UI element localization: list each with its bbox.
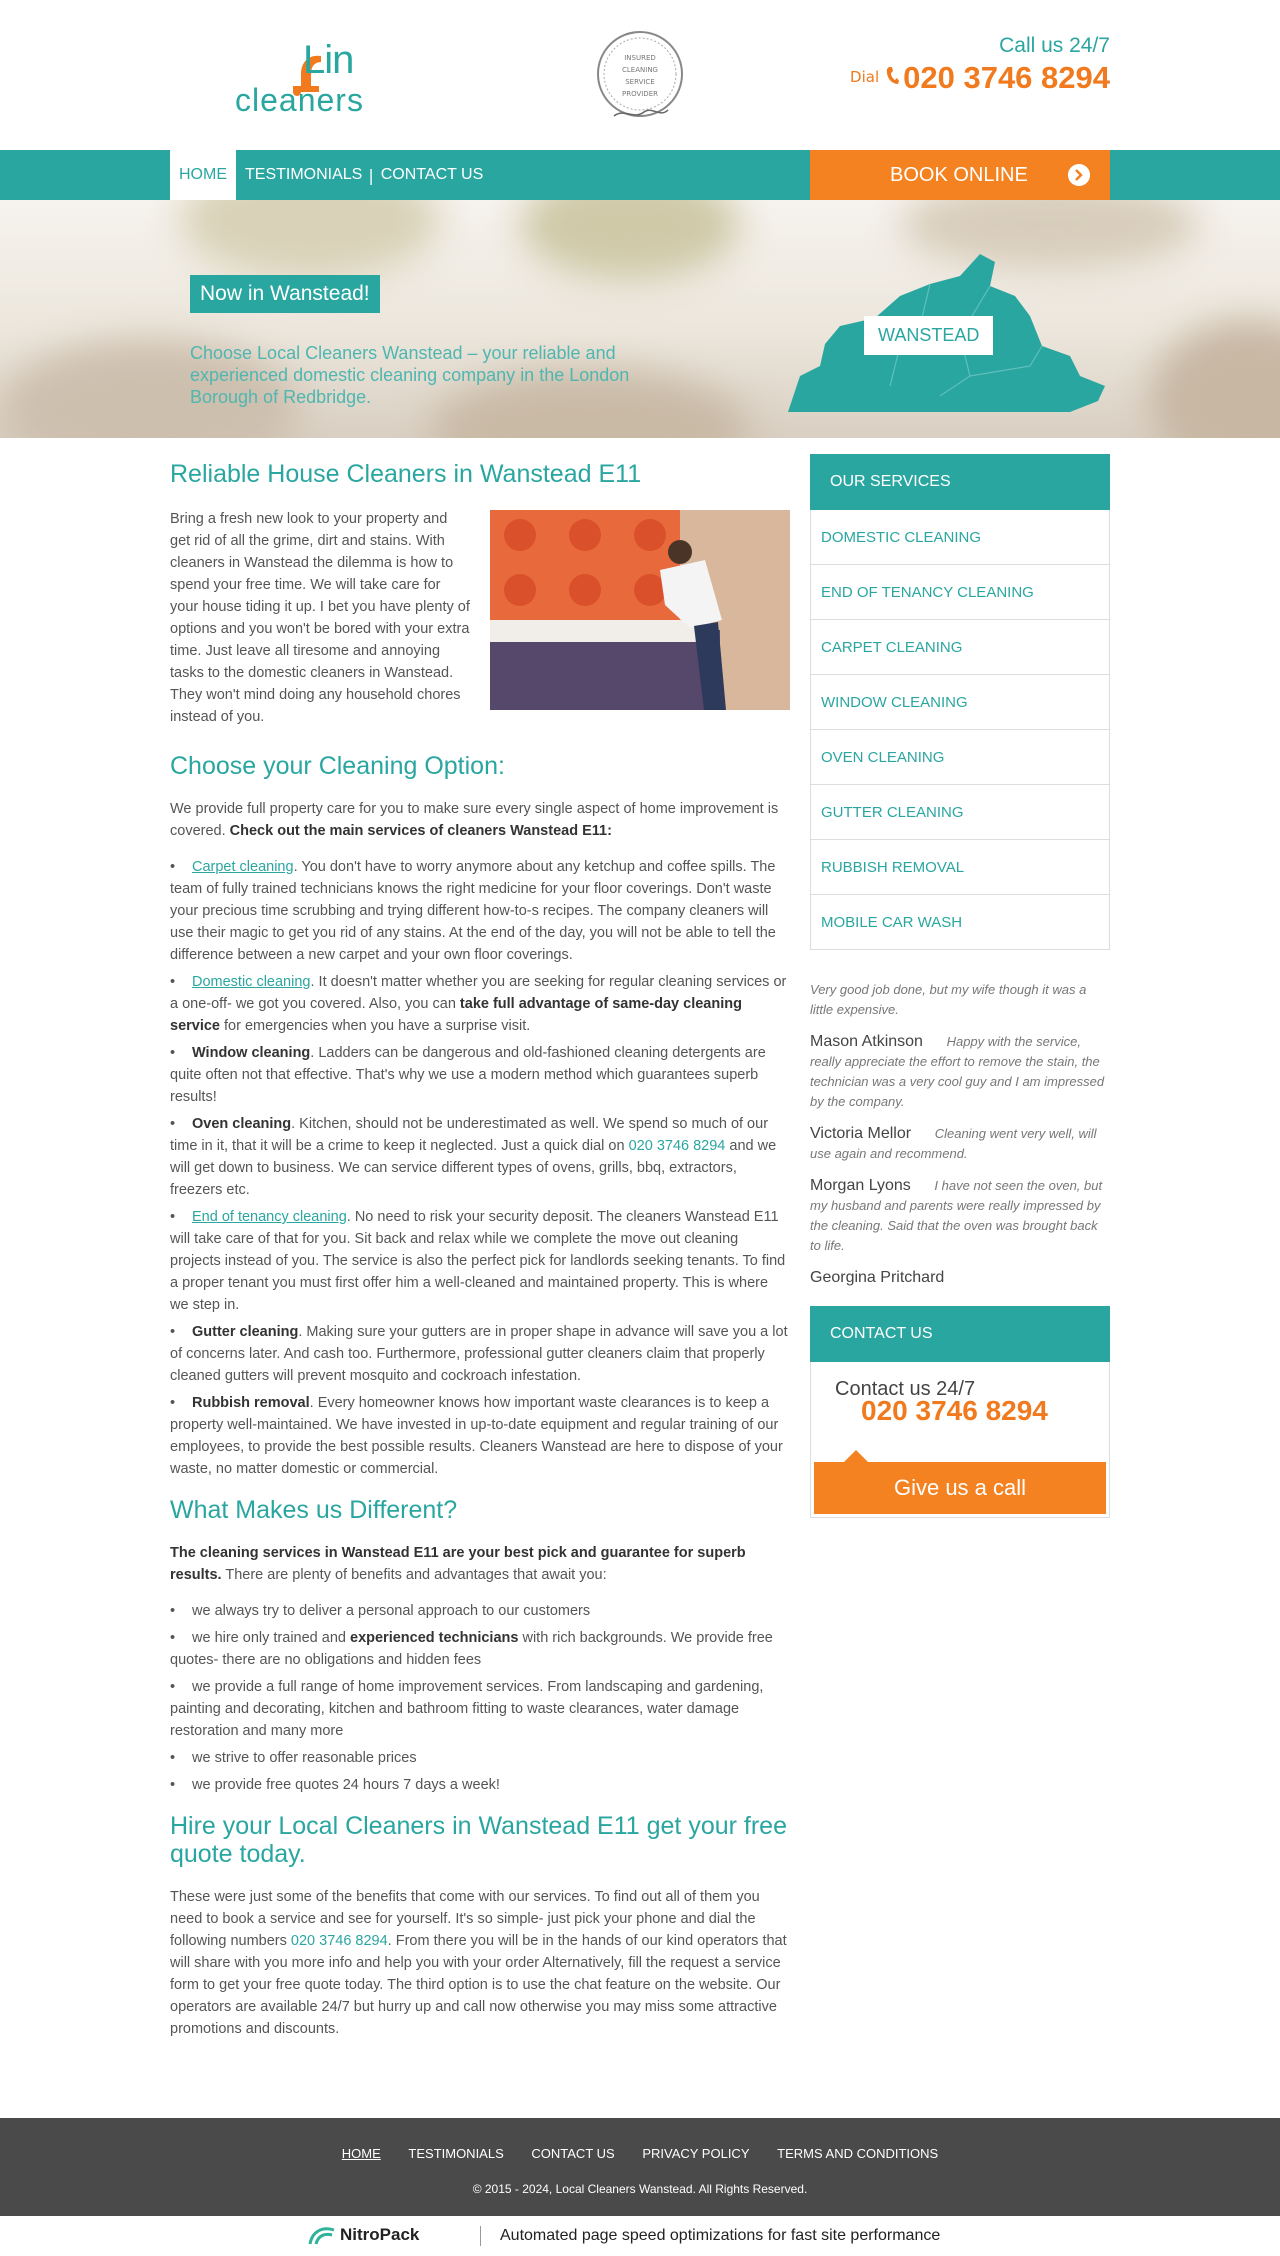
nav-separator: | — [368, 165, 374, 185]
nitropack-tagline: Automated page speed optimizations for fast site performance — [500, 2227, 941, 2244]
svg-text:CLEANING: CLEANING — [622, 66, 658, 74]
call-247-label: Call us 24/7 — [999, 34, 1110, 57]
footer-link-testimonials[interactable]: TESTIMONIALS — [408, 2146, 504, 2161]
list-item: •Carpet cleaning. You don't have to worry anymore about any ketchup and coffee spills. The team of fully trained technicians knows the right medicine for your floor coverings. Don't waste your precious time scrubbing and trying different how-to-s recipes. The company cleaners will use their magic to get you rid of any stains. At the end of the day, you will not be able to tell the difference between a new carpet and your own floor coverings. — [170, 856, 790, 966]
svg-text:PROVIDER: PROVIDER — [621, 90, 659, 98]
section-cleaning-options-title: Choose your Cleaning Option: — [170, 752, 505, 780]
inline-phone-link[interactable]: 020 3746 8294 — [290, 1933, 388, 1949]
contact-247-label: Contact us 24/7 — [835, 1378, 976, 1400]
list-item: •End of tenancy cleaning. No need to risk your security deposit. The cleaners Wanstead E11 will take care of that for you. Sit back and relax while we complete the move out cleaning projects instead of you. The service is also the perfect pick for landlords seeking tenants. To find a proper tenant you must first offer him a well-cleaned and maintained property. This is where we step in. — [170, 1206, 790, 1316]
footer-link-privacy-policy[interactable]: PRIVACY POLICY — [642, 2146, 750, 2161]
contact-phone-link[interactable]: 020 3746 8294 — [861, 1395, 1048, 1426]
header-call-block — [820, 34, 1110, 104]
sidebar-item-domestic-cleaning[interactable]: DOMESTIC CLEANING — [810, 510, 1110, 565]
inline-phone-link[interactable]: 020 3746 8294 — [628, 1138, 726, 1154]
testimonial — [810, 1032, 1110, 1112]
section-hire-paragraph: These were just some of the benefits that come with our services. To find out all of them you need to book a service and see for yourself. It's so simple- just pick your phone and dial the following numbers 020 3746 8294. From there you will be in the hands of our kind operators that will share with you more info and help you with your order Alternatively, fill the request a service form to get your free quote today. The third option is to use the chat feature on the website. Our operators are available 24/7 but hurry up and call now otherwise you may miss some attractive promotions and discounts. — [170, 1889, 787, 2037]
section-different-intro: The cleaning services in Wanstead E11 are your best pick and guarantee for superb results. There are plenty of benefits and advantages that await you: — [170, 1545, 746, 1583]
logo-lin: Lin — [303, 38, 354, 82]
intro-paragraph: Bring a fresh new look to your property and get rid of all the grime, dirt and stains. With cleaners in Wanstead the dilemma is how to spend your free time. We will take care for your house tiding it up. I bet you have plenty of options and you won't be bored with your extra time. Just leave all tiresome and annoying tasks to the domestic cleaners in Wanstead. They won't mind doing any household chores instead of you. — [170, 511, 470, 725]
contact-us-heading: CONTACT US — [810, 1306, 1110, 1362]
footer-link-terms[interactable]: TERMS AND CONDITIONS — [777, 2146, 939, 2161]
sidebar-item-mobile-car-wash[interactable]: MOBILE CAR WASH — [810, 895, 1110, 950]
list-item: •Gutter cleaning. Making sure your gutters are in proper shape in advance will save you a lot of concerns later. And cash too. Furthermore, professional gutter cleaners claim that properly cleaned gutters will prevent mosquito and cockroach infestation. — [170, 1321, 790, 1387]
end-of-tenancy-link[interactable]: End of tenancy cleaning — [192, 1209, 347, 1225]
list-item: •Oven cleaning. Kitchen, should not be underestimated as well. We spend so much of our time in it, that it will be a crime to keep it neglected. Just a quick dial on 020 3746 8294 and we will get down to business. We can service different types of ovens, grills, bbq, extractors, freezers etc. — [170, 1113, 790, 1201]
nav-testimonials[interactable]: TESTIMONIALS — [245, 166, 363, 183]
footer-link-contact-us[interactable]: CONTACT US — [531, 2146, 615, 2161]
list-item: •Rubbish removal. Every homeowner knows how important waste clearances is to keep a property well-maintained. We have invested in up-to-date equipment and regular training of our employees, to provide the best possible results. Cleaners Wanstead are here to dispose of your waste, no matter domestic or commercial. — [170, 1392, 790, 1480]
now-in-wanstead-badge: Now in Wanstead! — [190, 275, 380, 313]
sidebar-item-gutter-cleaning[interactable]: GUTTER CLEANING — [810, 785, 1110, 840]
list-item: •we strive to offer reasonable prices — [170, 1747, 790, 1769]
svg-text:INSURED: INSURED — [624, 54, 656, 62]
list-item: •we provide a full range of home improvement services. From landscaping and gardening, painting and decorating, kitchen and bathroom fitting to waste clearances, water damage restoration and many more — [170, 1676, 790, 1742]
section-cleaning-options-intro: We provide full property care for you to make sure every single aspect of home improvement is covered. Check out the main services of cleaners Wanstead E11: — [170, 801, 779, 839]
main-content — [170, 458, 790, 2054]
testimonial — [810, 1176, 1110, 1256]
section-different-title: What Makes us Different? — [170, 1496, 458, 1524]
list-item: •we hire only trained and experienced technicians with rich backgrounds. We provide free quotes- there are no obligations and hidden fees — [170, 1627, 790, 1671]
testimonial-author: Mason Atkinson — [810, 1033, 923, 1050]
insured-seal — [594, 20, 686, 128]
testimonial — [810, 980, 1110, 1020]
copyright-text: © 2015 - 2024, Local Cleaners Wanstead. All Rights Reserved. — [472, 2182, 808, 2196]
nitropack-logo[interactable]: NitroPack — [340, 2225, 420, 2244]
arrow-right-icon — [1068, 164, 1090, 186]
give-us-a-call-button[interactable]: Give us a call — [814, 1462, 1106, 1514]
page-title: Reliable House Cleaners in Wanstead E11 — [170, 460, 642, 488]
our-services-heading: OUR SERVICES — [810, 454, 1110, 510]
sidebar-item-oven-cleaning[interactable]: OVEN CLEANING — [810, 730, 1110, 785]
list-item: •we provide free quotes 24 hours 7 days a week! — [170, 1774, 790, 1796]
svg-text:SERVICE: SERVICE — [625, 78, 655, 86]
list-item: •Window cleaning. Ladders can be dangerous and old-fashioned cleaning detergents are quite often not that effective. That's why we use a modern method which guarantees superb results! — [170, 1042, 790, 1108]
testimonial-author: Morgan Lyons — [810, 1177, 911, 1194]
hero-description: Choose Local Cleaners Wanstead – your reliable and experienced domestic cleaning company in the London Borough of Redbridge. — [190, 343, 630, 407]
book-online-button[interactable] — [810, 150, 1110, 200]
nitropack-logo-icon — [308, 2226, 336, 2246]
testimonial-author: Victoria Mellor — [810, 1125, 912, 1142]
testimonial — [810, 1124, 1110, 1164]
services-list — [170, 856, 790, 1480]
logo-cleaners: cleaners — [235, 82, 364, 118]
benefits-list — [170, 1600, 790, 1796]
footer-links — [0, 2146, 1280, 2161]
dial-label: Dial — [850, 68, 880, 86]
book-online-label: BOOK ONLINE — [890, 164, 1028, 186]
testimonial-quote: I have not seen the oven, but my husband and parents were really impressed by the cleaning. Said that the oven was brought back to life. — [810, 1178, 1103, 1253]
testimonial-quote: Cleaning went very well, will use again and recommend. — [810, 1126, 1097, 1161]
header-phone-link[interactable]: 020 3746 8294 — [903, 60, 1110, 95]
nitropack-bar — [0, 2216, 1280, 2256]
testimonials-list — [810, 980, 1110, 1288]
testimonial-quote: Very good job done, but my wife though it was a little expensive. — [810, 982, 1087, 1017]
sidebar-item-end-of-tenancy[interactable]: END OF TENANCY CLEANING — [810, 565, 1110, 620]
domestic-cleaning-link[interactable]: Domestic cleaning — [192, 974, 311, 990]
footer-link-home[interactable]: HOME — [341, 2146, 381, 2161]
nitropack-divider — [480, 2226, 481, 2246]
sidebar — [810, 454, 1110, 1518]
sidebar-item-rubbish-removal[interactable]: RUBBISH REMOVAL — [810, 840, 1110, 895]
list-item: •Domestic cleaning. It doesn't matter whether you are seeking for regular cleaning services or a one-off- we got you covered. Also, you can take full advantage of same-day cleaning service for emergencies when you have a surprise visit. — [170, 971, 790, 1037]
site-header — [0, 0, 1280, 150]
site-logo[interactable] — [235, 38, 395, 124]
carpet-cleaning-link[interactable]: Carpet cleaning — [192, 859, 294, 875]
section-hire-title: Hire your Local Cleaners in Wanstead E11 get your free quote today. — [170, 1812, 787, 1868]
cleaner-photo — [490, 510, 790, 710]
wanstead-map-label: WANSTEAD — [864, 316, 993, 355]
nav-home[interactable]: HOME — [170, 150, 236, 200]
list-item: •we always try to deliver a personal approach to our customers — [170, 1600, 790, 1622]
sidebar-item-carpet-cleaning[interactable]: CARPET CLEANING — [810, 620, 1110, 675]
sidebar-item-window-cleaning[interactable]: WINDOW CLEANING — [810, 675, 1110, 730]
testimonial — [810, 1268, 1110, 1288]
testimonial-quote: Happy with the service, really appreciate the effort to remove the stain, the technician was a very cool guy and I am impressed by the company. — [810, 1034, 1105, 1109]
site-footer — [0, 2118, 1280, 2216]
nav-contact-us[interactable]: CONTACT US — [380, 166, 484, 183]
testimonial-author: Georgina Pritchard — [810, 1269, 945, 1286]
contact-box — [810, 1362, 1110, 1518]
phone-icon — [885, 66, 899, 86]
